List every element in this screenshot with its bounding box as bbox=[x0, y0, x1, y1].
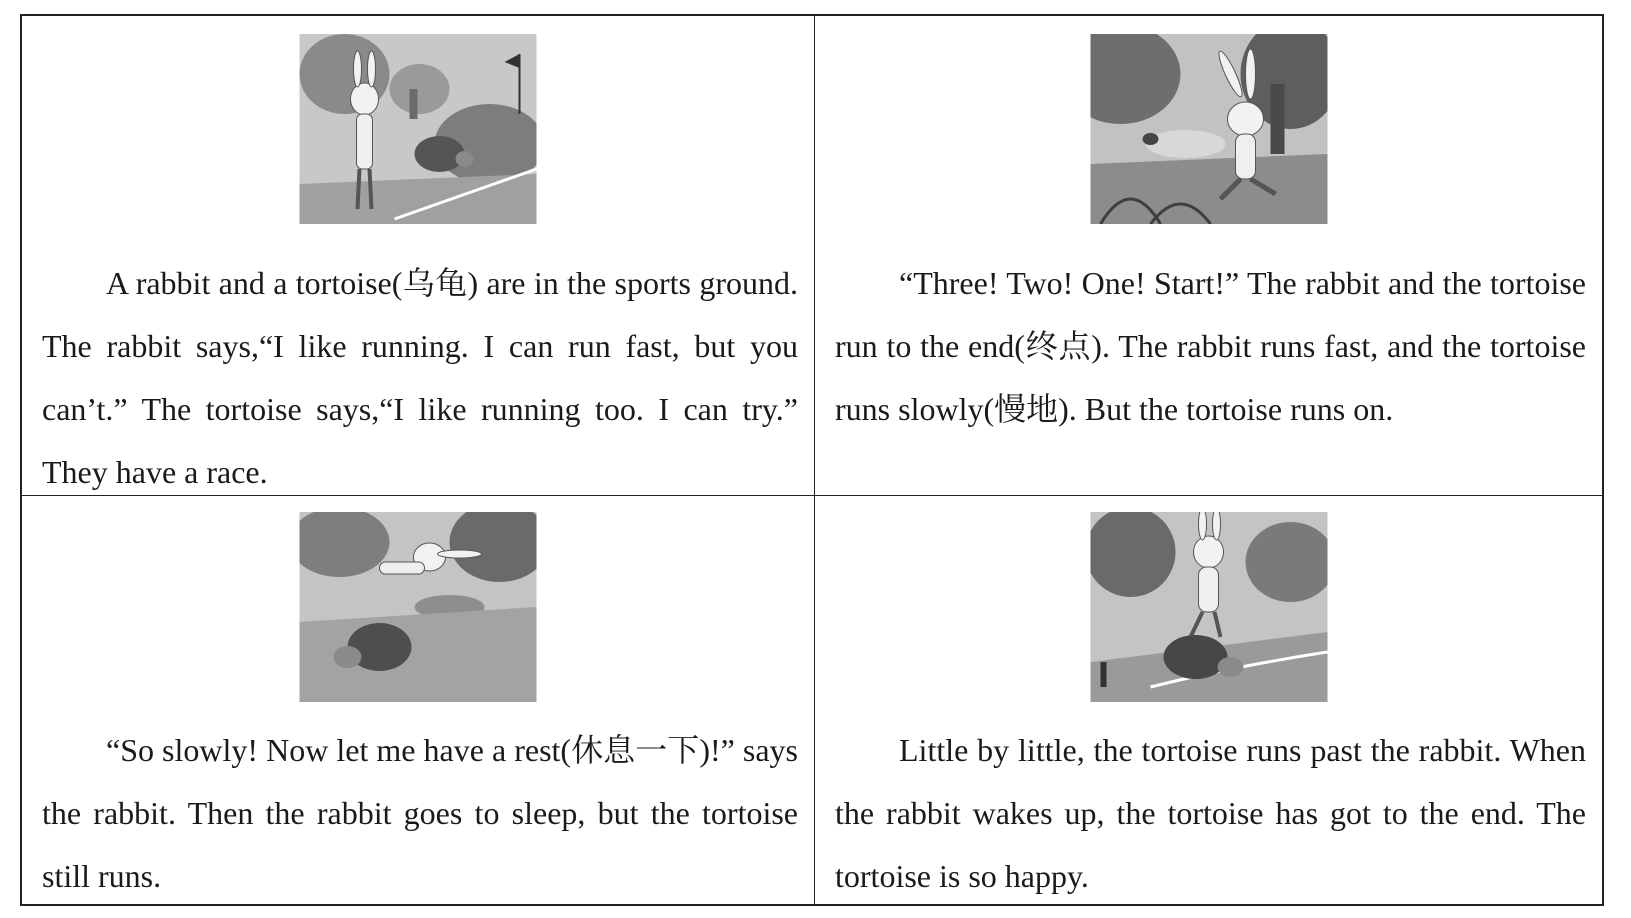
rabbit-running-ahead-icon bbox=[1090, 34, 1327, 224]
story-panel-2 bbox=[815, 16, 1602, 496]
story-panel-3 bbox=[22, 496, 815, 904]
tortoise-at-finish-icon bbox=[1090, 512, 1327, 702]
rabbit-sleeping-tortoise-walking-icon bbox=[300, 512, 537, 702]
story-grid bbox=[20, 14, 1604, 906]
story-panel-1 bbox=[22, 16, 815, 496]
story-text-3: “So slowly! Now let me have a rest(休息一下)!” says the rabbit. Then the rabbit goes to sleep, but the tortoise still runs. bbox=[42, 732, 798, 894]
story-panel-4 bbox=[815, 496, 1602, 904]
story-text-2: “Three! Two! One! Start!” The rabbit and the tortoise run to the end(终点). The rabbit runs fast, and the tortoise runs slowly(慢地). But the tortoise runs on. bbox=[835, 265, 1586, 427]
rabbit-and-tortoise-at-start-icon bbox=[300, 34, 537, 224]
story-text-4: Little by little, the tortoise runs past the rabbit. When the rabbit wakes up, the tortoise has got to the end. The tortoise is so happy. bbox=[835, 732, 1586, 894]
story-text-1: A rabbit and a tortoise(乌龟) are in the sports ground. The rabbit says,“I like running. I can run fast, but you can’t.” The tortoise says,“I like running too. I can try.” They have a race. bbox=[42, 265, 798, 490]
